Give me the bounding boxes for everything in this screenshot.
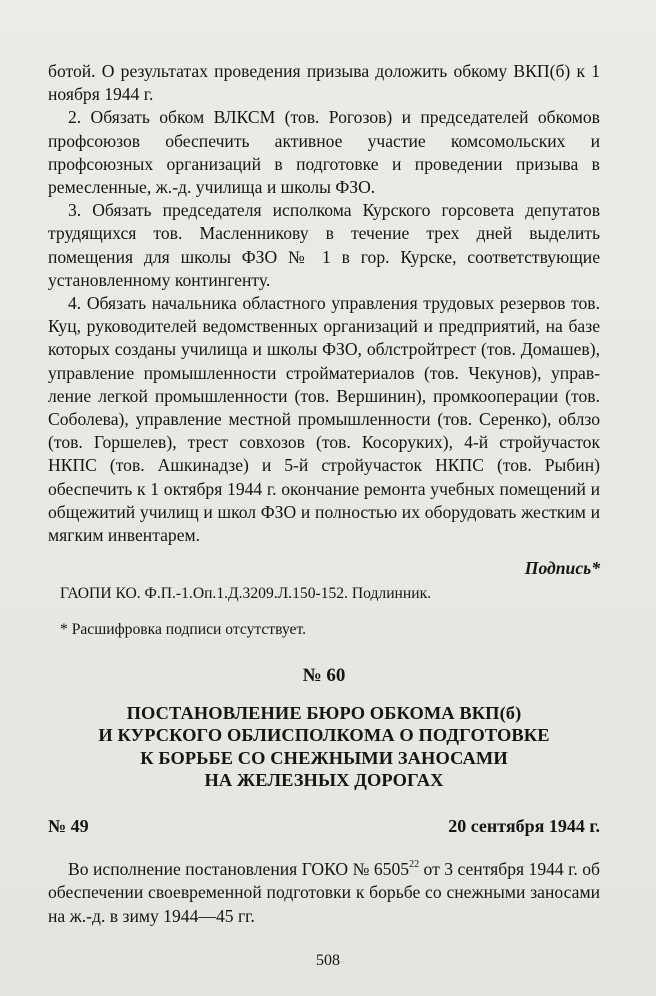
paragraph-item-2: 2. Обязать обком ВЛКСМ (тов. Рогозов) и председателей обкомов профсоюзов обеспечить активное участие комсомольских и профсоюзных организаций в подготовке и проведении призыва в ремесленные, ж.-д. училища и школы ФЗО.: [48, 107, 600, 198]
signature-label: Подпись*: [524, 558, 600, 579]
title-line: И КУРСКОГО ОБЛИСПОЛКОМА О ПОДГОТОВКЕ: [98, 725, 550, 746]
decree-number: № 49: [48, 816, 89, 837]
title-line: НА ЖЕЛЕЗНЫХ ДОРОГАХ: [204, 770, 444, 791]
footnote: * Расшифровка подписи отсутствует.: [60, 621, 306, 639]
final-paragraph-text-end: от 3 сентября 1944 г. об обеспечении своевременной подготовки к борьбе со снежными заносами на ж.-д. в зиму 1944—45 гг.: [48, 859, 600, 926]
title-line: К БОРЬБЕ СО СНЕЖНЫМИ ЗАНОСАМИ: [140, 747, 508, 768]
archive-reference: ГАОПИ КО. Ф.П.-1.Оп.1.Д.3209.Л.150-152. Подлинник.: [60, 585, 432, 603]
document-number: № 60: [302, 665, 346, 687]
paragraph-continuation: ботой. О результатах проведения призыва доложить обкому ВКП(б) к 1 ноября 1944 г.: [48, 61, 600, 105]
paragraph-item-3: 3. Обязать председателя исполкома Курского горсовета депутатов трудящихся тов. Масленникову в течение трех дней выделить помещения для школы ФЗО № 1 в гор. Курске, соответствующие установленному контингенту.: [48, 200, 600, 290]
footnote-ref: 22: [409, 859, 420, 871]
final-paragraph-text-start: Во исполнение постановления ГОКО № 6505: [68, 859, 410, 880]
document-title: [48, 702, 600, 792]
final-paragraph: [48, 858, 600, 928]
decree-date: 20 сентября 1944 г.: [448, 816, 600, 837]
paragraph-item-4: 4. Обязать начальника областного управления трудовых резервов тов. Куц, руководителей ведомственных организаций и предприятий, на базе которых созданы училища и школы ФЗО, облстройтрест (тов. Домашев), управление промышленности стройматериалов (тов. Чекунов), управление легкой промышленности (тов. Вершинин), промкооперации (тов. Соболева), управление местной промышленности (тов. Серенко), облзо (тов. Горшелев), трест совхозов (тов. Косоруких), 4-й стройучасток НКПС (тов. Ашкинадзе) и 5-й стройучасток НКПС (тов. Рыбин) обеспечить к 1 октября 1944 г. окончание ремонта учебных помещений и общежитий училищ и школ ФЗО и полностью их оборудовать жестким и мягким инвентарем.: [48, 293, 600, 546]
page-text-block: [48, 60, 600, 928]
decree-meta: [48, 815, 600, 838]
page-number: 508: [316, 952, 340, 969]
title-line: ПОСТАНОВЛЕНИЕ БЮРО ОБКОМА ВКП(б): [126, 702, 522, 723]
